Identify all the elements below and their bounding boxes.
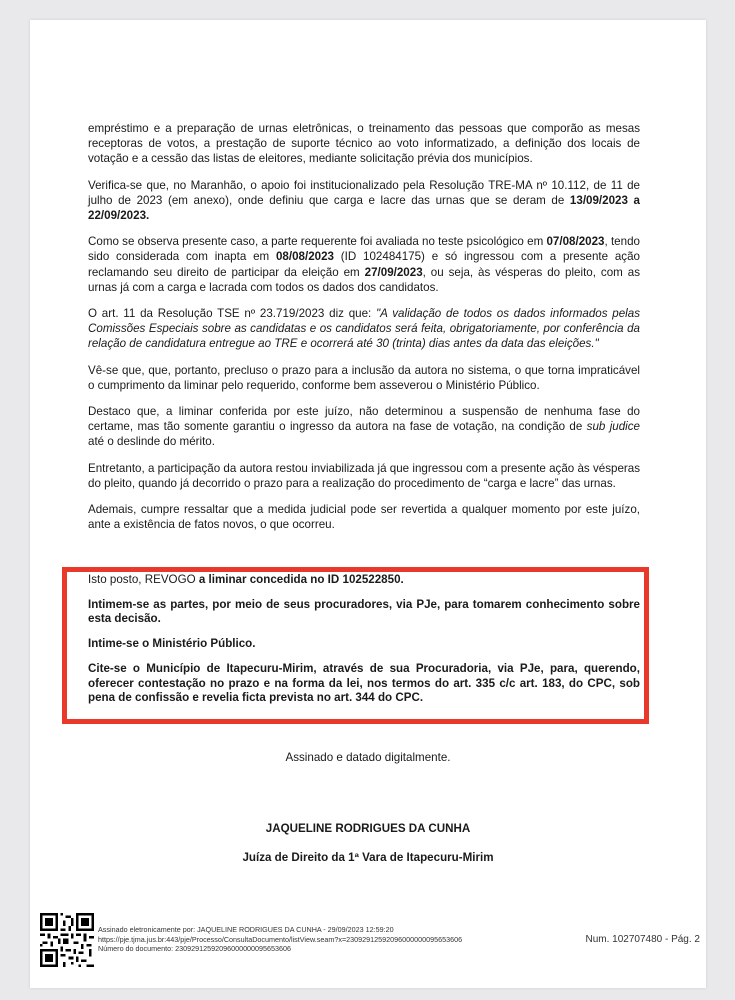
paragraph-resolucao-tse: O art. 11 da Resolução TSE nº 23.719/2023 diz que: "A validação de todos os dados informados pelas Comissões Especiais sobre as candidatas e os candidatos será feita, obrigatoriamente, por conferência da relação de candidatura entregue ao TRE e ocorrerá até 30 (trinta) dias antes da data das eleições."	[88, 307, 641, 351]
decision-intime-mp: Intime-se o Ministério Público.	[88, 637, 256, 651]
decision-revogo: Isto posto, REVOGO a liminar concedida no ID 102522850.	[88, 573, 404, 586]
paragraph-liminar: Destaco que, a liminar conferida por este juízo, não determinou a suspensão de nenhuma fase do certame, mas tão somente garantiu o ingresso da autora na fase de votação, na condição de sub judice até o deslinde do mérito.	[88, 405, 640, 449]
decision-intimem-partes: Intimem-se as partes, por meio de seus procuradores, via PJe, para tomarem conhecimento sobre esta decisão.	[88, 597, 640, 626]
qr-code-icon	[40, 913, 94, 967]
footer-signed-by: Assinado eletronicamente por: JAQUELINE RODRIGUES DA CUNHA - 29/09/2023 12:59:20	[98, 925, 394, 934]
signed-digitally-text: Assinado e datado digitalmente.	[285, 751, 451, 764]
paragraph-revertida: Ademais, cumpre ressaltar que a medida judicial pode ser revertida a qualquer momento por este juízo, ante a existência de fatos novos, o que ocorreu.	[88, 503, 640, 532]
paragraph-preclusao: Vê-se que, que, portanto, precluso o prazo para a inclusão da autora no sistema, o que torna impraticável o cumprimento da liminar pelo requerido, conforme bem asseverou o Ministério Público.	[88, 363, 640, 392]
paragraph-inviabilizada: Entretanto, a participação da autora restou inviabilizada já que ingressou com a presente ação às vésperas do pleito, quando já decorrido o prazo para a realização do procedimento de “carga e lacre” das urnas.	[88, 461, 640, 490]
paragraph-urnas: empréstimo e a preparação de urnas eletrônicas, o treinamento das pessoas que comporão as mesas receptoras de votos, a prestação de suporte técnico ao voto informatizado, a definição dos locais de votação e a cessão das listas de eleitores, mediante solicitação prévia dos municípios.	[88, 122, 640, 166]
paragraph-resolucao-tre: Verifica-se que, no Maranhão, o apoio foi institucionalizado pela Resolução TRE-MA nº 10.112, de 11 de julho de 2023 (em anexo), onde definiu que carga e lacre das urnas que se deram de 13/09/2023 a 22/09/2023.	[88, 178, 640, 223]
decision-cite-municipio: Cite-se o Município de Itapecuru-Mirim, através de sua Procuradoria, via PJe, para, querendo, oferecer contestação no prazo e na forma da lei, nos termos do art. 335 c/c art. 183, do CPC, sob pena de confissão e revelia ficta prevista no art. 344 do CPC.	[88, 662, 640, 704]
document-page	[30, 20, 706, 988]
document-body	[88, 121, 640, 543]
judge-title: Juíza de Direito da 1ª Vara de Itapecuru-Mirim	[242, 851, 494, 864]
electronic-signature-info	[98, 925, 462, 954]
page-number: Num. 102707480 - Pág. 2	[585, 934, 700, 945]
decision-section	[88, 573, 640, 716]
footer-document-url[interactable]: https://pje.tjma.jus.br:443/pje/Processo/ConsultaDocumento/listView.seam?x=23092912592096000000095653606	[98, 934, 463, 944]
judge-name: JAQUELINE RODRIGUES DA CUNHA	[265, 822, 471, 835]
footer-document-number: Número do documento: 23092912592096000000095653606	[98, 944, 292, 953]
paragraph-teste-psicologico: Como se observa presente caso, a parte requerente foi avaliada no teste psicológico em 07/08/2023, tendo sido considerada com inapta em 08/08/2023 (ID 102484175) e só ingressou com a presente ação reclamando seu direito de participar da eleição em 27/09/2023, ou seja, às vésperas do pleito, com as urnas já com a carga e lacrada com todos os dados dos candidatos.	[88, 235, 640, 294]
